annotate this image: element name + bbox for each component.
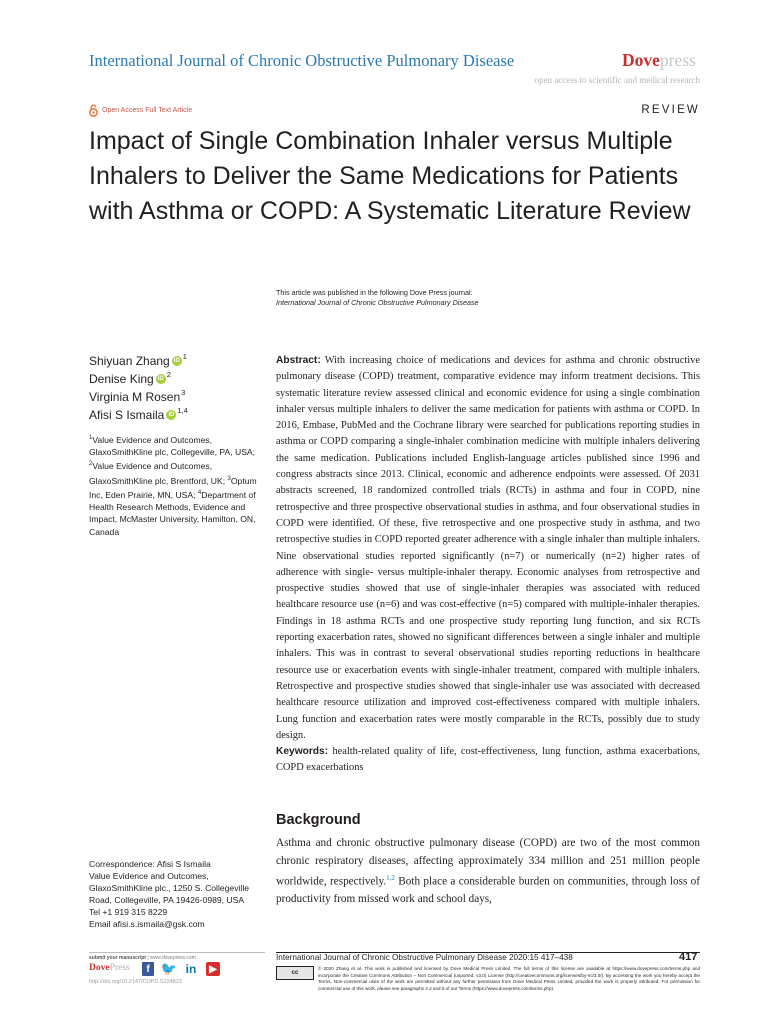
affiliations: [89, 432, 265, 538]
affil-text: Value Evidence and Outcomes, GlaxoSmithKline plc, Brentford, UK;: [89, 461, 228, 486]
section-heading-background: Background: [276, 812, 361, 828]
submit-manuscript-link[interactable]: submit your manuscript | www.dovepress.com: [89, 955, 196, 961]
affil-number: 4: [197, 489, 202, 496]
affil-number: 1: [89, 435, 93, 441]
keywords-label: Keywords:: [276, 746, 329, 758]
author-item: [89, 406, 188, 424]
page-number: 417: [679, 951, 698, 963]
correspondence-line: Road, Collegeville, PA 19426-0989, USA: [89, 895, 245, 906]
background-text-cont: Both place a considerable burden on communities, through loss of productivity from missed work and school days,: [276, 875, 701, 906]
footer-brand-dove: Dove: [89, 963, 110, 973]
abstract: [276, 353, 700, 777]
author-name[interactable]: Shiyuan Zhang: [89, 354, 170, 368]
author-item: [89, 388, 188, 406]
affil-text: Optum Inc, Eden Prairie, MN, USA;: [89, 475, 257, 500]
correspondence-label: Correspondence: Afisi S Ismaila: [89, 859, 211, 869]
submit-url: www.dovepress.com: [150, 955, 196, 961]
affil-number: 2: [89, 461, 93, 468]
publication-notice-line1: This article was published in the following Dove Press journal:: [276, 288, 473, 297]
author-item: [89, 352, 188, 370]
footer-journal-citation: International Journal of Chronic Obstructive Pulmonary Disease 2020:15 417–438: [276, 953, 573, 962]
correspondence-block: [89, 858, 269, 931]
footer-brand-press: Press: [109, 963, 130, 973]
affil-text: Department of Health Research Methods, Evidence and Impact, McMaster University, Hamilton, ON, Canada: [89, 489, 256, 537]
background-paragraph: [276, 835, 700, 909]
license-text: © 2020 Zhang et al. This work is published and licensed by Dove Medical Press Limited. The full terms of this license are available at https://www.dovepress.com/terms.php and incorporate the Creative Commons Attribution – Non Commercial (unported, v3.0) License (http://creativecommons.org/licenses/by-nc/3.0/). By accessing the work you hereby accept the Terms. Non-commercial uses of the work are permitted without any further permission from Dove Medical Press Limited, provided the work is properly attributed. For permission for commercial use of this work, please see paragraphs 4.2 and 5 of our Terms (https://www.dovepress.com/terms.php).: [318, 966, 700, 992]
correspondence-line: GlaxoSmithKline plc., 1250 S. Collegeville: [89, 883, 250, 894]
article-title: Impact of Single Combination Inhaler versus Multiple Inhalers to Deliver the Same Medications for Patients with Asthma or COPD: A Systematic Literature Review: [89, 127, 691, 225]
affil-number: 3: [227, 475, 231, 482]
keywords-text: health-related quality of life, cost-effectiveness, lung function, asthma exacerbations, COPD exacerbations: [276, 746, 700, 774]
author-affil-ref: 1,4: [177, 406, 188, 415]
submit-label: submit your manuscript: [89, 955, 146, 961]
license-block: [276, 966, 700, 993]
publication-notice: [276, 288, 479, 308]
article-type: REVIEW: [641, 104, 700, 116]
orcid-icon[interactable]: iD: [157, 376, 164, 382]
author-affil-ref: 2: [166, 370, 171, 379]
correspondence-email[interactable]: Email afisi.s.ismaila@gsk.com: [89, 919, 205, 930]
footer-divider: [89, 952, 265, 953]
open-access-label: Open Access Full Text Article: [102, 107, 193, 114]
author-affil-ref: 1: [182, 352, 187, 361]
background-text: Asthma and chronic obstructive pulmonary disease (COPD) are two of the most common chronic respiratory diseases, affecting approximately 334 million and 251 million people worldwide, respectively.: [276, 837, 700, 888]
doi-link[interactable]: http://doi.org/10.2147/COPD.S224823: [89, 979, 182, 985]
orcid-icon[interactable]: iD: [173, 358, 180, 364]
author-affil-ref: 3: [181, 388, 186, 397]
affil-text: Value Evidence and Outcomes, GlaxoSmithKline plc, Collegeville, PA, USA;: [89, 434, 256, 458]
publication-notice-journal: International Journal of Chronic Obstructive Pulmonary Disease: [276, 298, 479, 307]
social-links: [142, 962, 220, 976]
correspondence-line: Value Evidence and Outcomes,: [89, 871, 209, 882]
author-list: [89, 352, 188, 424]
author-name[interactable]: Denise King: [89, 372, 154, 386]
linkedin-icon[interactable]: in: [185, 962, 197, 976]
creative-commons-icon[interactable]: cc: [276, 966, 314, 980]
author-item: [89, 370, 188, 388]
youtube-icon[interactable]: ▶: [206, 962, 220, 976]
footer-dovepress-logo[interactable]: [89, 963, 130, 973]
open-access-badge: [89, 104, 192, 117]
correspondence-tel: Tel +1 919 315 8229: [89, 907, 168, 918]
brand-dove: Dove: [622, 50, 660, 70]
dovepress-logo[interactable]: [622, 50, 696, 71]
brand-press: press: [659, 50, 696, 70]
open-access-lock-icon: [89, 104, 98, 117]
facebook-icon[interactable]: f: [142, 962, 154, 976]
author-name[interactable]: Virginia M Rosen: [89, 390, 181, 404]
abstract-text: With increasing choice of medications and devices for asthma and chronic obstructive pulmonary disease (COPD) treatment, comparative evidence may inform treatment decisions. This systematic literature review assessed clinical and economic evidence for using a single combination inhaler versus multiple inhalers to deliver the same medication for patients with asthma or COPD. In 2016, Embase, PubMed and the Cochrane library were searched for publications reporting studies in asthma or COPD comparing a single-inhaler combination medicine with multiple inhalers delivering the same medication. Publications included English-language articles published since 1996 and congress abstracts since 2013. Clinical, economic and adherence endpoints were assessed. Of 2031 abstracts screened, 18 randomized controlled trials (RCTs) in asthma and four in COPD, nine retrospective and three prospective observational studies in asthma, and four observational studies in COPD were identified. Of these, five retrospective and one prospective study in asthma, and two retrospective studies in COPD reported greater adherence with a single inhaler than multiple inhalers. Nine observational studies reported significantly (n=7) or numerically (n=2) higher rates of adherence with single- versus multiple-inhaler therapy. Economic analyses from retrospective and prospective studies showed that use of single-inhaler therapies was associated with reduced healthcare resource use (n=6) and was cost-effective (n=5) compared with multiple-inhaler therapies. Findings in 18 asthma RCTs and one prospective study reporting lung function, and six RCTs reporting exacerbation rates, showed no significant differences between a single inhaler and multiple inhalers. This was in contrast to several observational studies reporting reductions in healthcare resource use or exacerbation events with single-inhaler treatment, compared with multiple inhalers. Retrospective and prospective studies showed that single-inhaler use was associated with decreased healthcare resource utilization and improved cost-effectiveness compared with multiple inhalers. Lung function and exacerbation rates were mostly comparable in the RCTs, possibly due to study design.: [276, 355, 700, 741]
citation-link[interactable]: 1,2: [386, 874, 395, 882]
journal-name: International Journal of Chronic Obstructive Pulmonary Disease: [89, 51, 515, 70]
publisher-tagline: open access to scientific and medical research: [534, 75, 700, 85]
abstract-label: Abstract:: [276, 355, 321, 366]
author-name[interactable]: Afisi S Ismaila: [89, 408, 165, 422]
twitter-icon[interactable]: 🐦: [160, 961, 178, 976]
orcid-icon[interactable]: iD: [168, 412, 175, 418]
